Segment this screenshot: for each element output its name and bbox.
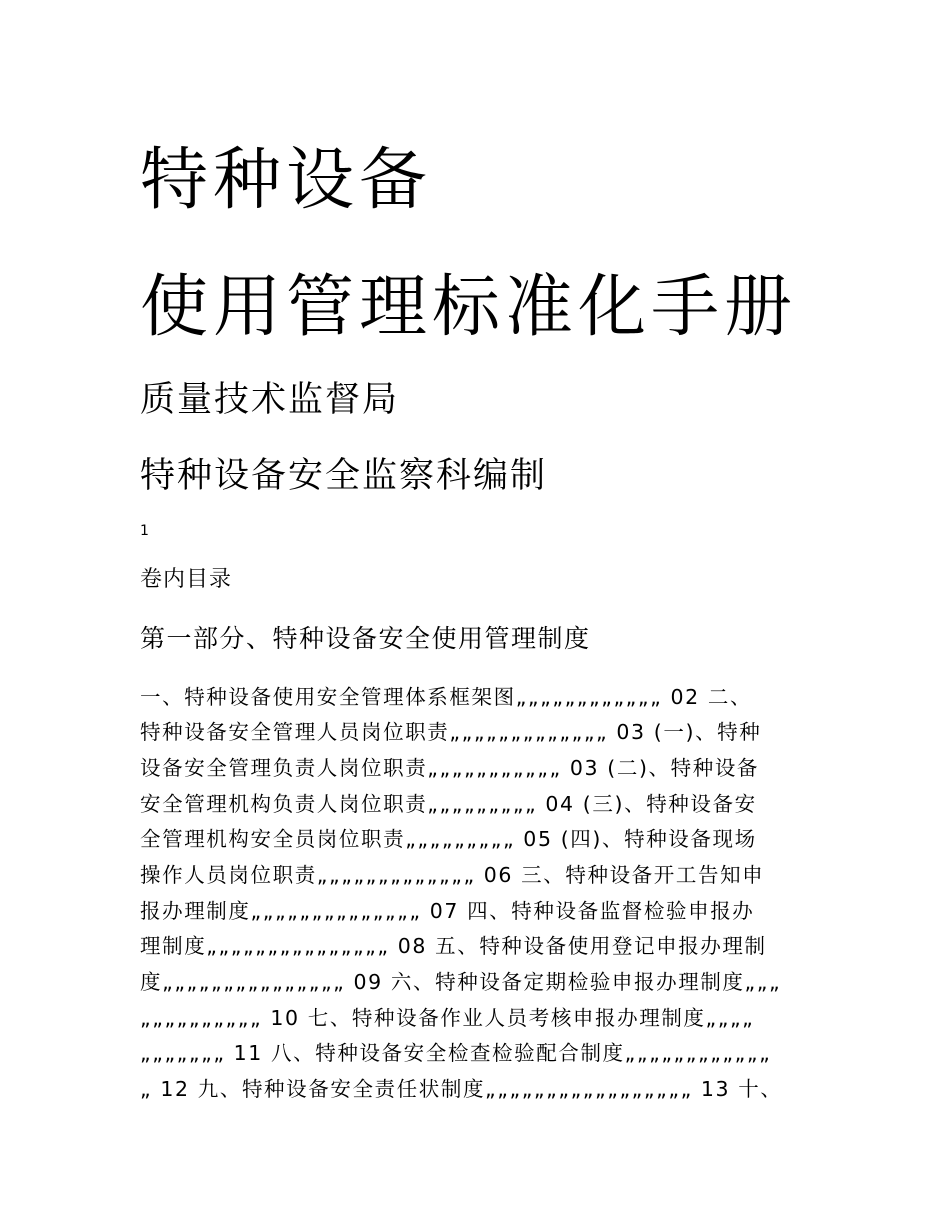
toc-line: „„„„„„„ 11 八、特种设备安全检查检验配合制度„„„„„„„„„„„„ (140, 1041, 772, 1065)
page-number: 1 (140, 523, 149, 539)
toc-part-title: 第一部分、特种设备安全使用管理制度 (140, 624, 591, 653)
toc-line: 报办理制度„„„„„„„„„„„„„„ 07 四、特种设备监督检验申报办 (140, 899, 755, 923)
compiling-department: 特种设备安全监察科编制 (140, 456, 548, 496)
toc-line: 操作人员岗位职责„„„„„„„„„„„„„ 06 三、特种设备开工告知申 (140, 863, 765, 887)
toc-line: 安全管理机构负责人岗位职责„„„„„„„„„ 04 (三)、特种设备安 (140, 792, 757, 816)
document-title-line-2: 使用管理标准化手册 (140, 268, 798, 347)
document-title-line-1: 特种设备 (140, 141, 433, 220)
toc-line: 度„„„„„„„„„„„„„„„ 09 六、特种设备定期检验申报办理制度„„„ (140, 970, 782, 994)
toc-line: 一、特种设备使用安全管理体系框架图„„„„„„„„„„„„ 02 二、 (140, 685, 753, 709)
issuing-organization: 质量技术监督局 (140, 380, 400, 420)
toc-line: „ 12 九、特种设备安全责任状制度„„„„„„„„„„„„„„„„„ 13 十、 (140, 1077, 783, 1101)
toc-line: 特种设备安全管理人员岗位职责„„„„„„„„„„„„„ 03 (一)、特种 (140, 720, 762, 744)
toc-line: 设备安全管理负责人岗位职责„„„„„„„„„„„ 03 (二)、特种设备 (140, 756, 760, 780)
toc-line: 全管理机构安全员岗位职责„„„„„„„„„ 05 (四)、特种设备现场 (140, 827, 757, 851)
toc-line: 理制度„„„„„„„„„„„„„„„ 08 五、特种设备使用登记申报办理制 (140, 934, 767, 958)
toc-heading: 卷内目录 (140, 567, 233, 592)
toc-line: „„„„„„„„„„ 10 七、特种设备作业人员考核申报办理制度„„„„ (140, 1006, 755, 1030)
